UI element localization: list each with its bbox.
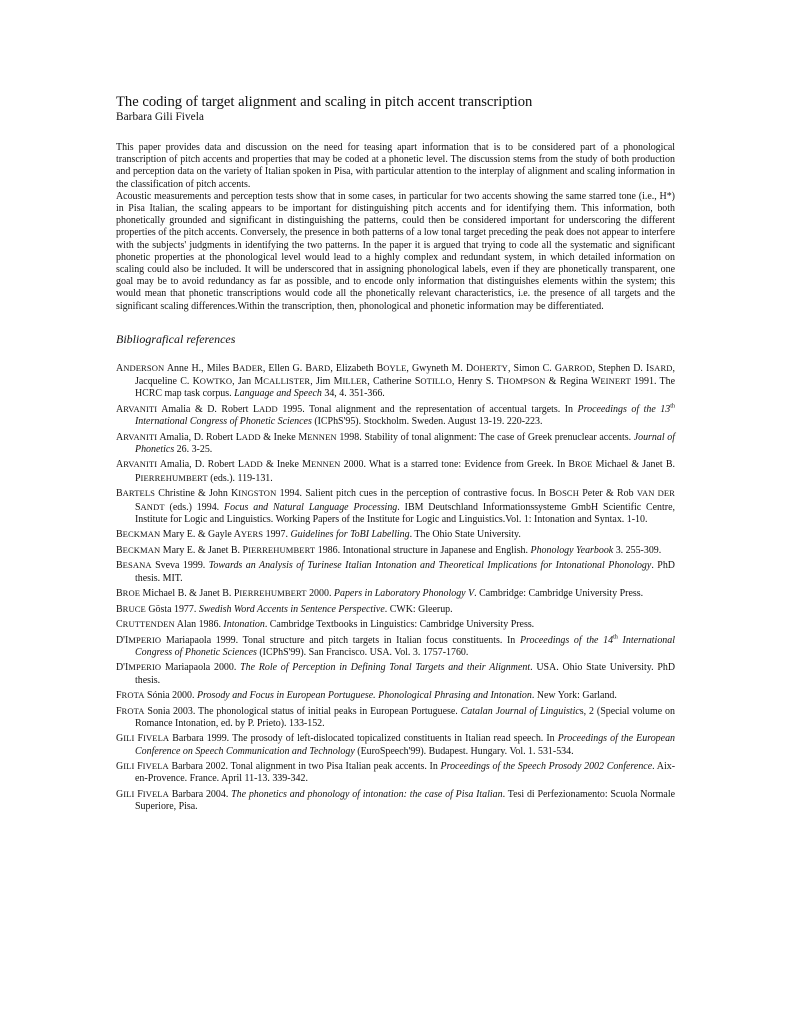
reference-entry — [116, 559, 675, 585]
reference-text-segment: & Ineke M — [260, 431, 308, 443]
reference-text-segment: Peter & Rob — [579, 488, 637, 500]
reference-text-segment: Mariapaola 1999. Tonal structure and pitch targets in Italian focus constituents. In — [161, 634, 520, 646]
reference-text-segment: B — [116, 529, 123, 541]
reference-text-segment: F — [134, 733, 144, 745]
reference-text-segment: 1991. The HCRC map task corpus. — [135, 376, 675, 400]
reference-text-segment: F — [134, 761, 143, 773]
reference-text-segment: Christine & John K — [155, 488, 239, 500]
reference-text-segment: ILLER — [342, 376, 368, 387]
reference-text-segment: Anne H., Miles B — [164, 362, 240, 374]
abstract — [116, 142, 675, 313]
reference-text-segment: G — [116, 733, 124, 745]
reference-text-segment: 1994. Salient pitch cues in the perception of contrastive focus. In B — [276, 488, 556, 500]
reference-text-segment: S — [135, 501, 141, 513]
reference-text-segment: 34, 4. 351-366. — [321, 388, 385, 400]
reference-text-segment: B — [116, 603, 123, 615]
reference-text-segment: . Aix-en-Provence. France. April 11-13. 339-342. — [135, 761, 676, 785]
abstract-paragraph: Acoustic measurements and perception tests show that in some cases, in particular for two accents showing the same starred tone (i.e., H*) in Pisa Italian, the scaling appears to be important for distinguishing pitch accents and for identifying them. This information, both phonetically grounded and significant in distinguishing the patterns, could then be considered important for underscoring the different properties of the pitch accents. Conversely, the presence in both patterns of a low tonal target preceding the peak does not appear to interfere with the subjects' judgments in identifying the two patterns. In the paper it is argued that trying to code all the systematic and significant phonetic properties at the phonological level would lead to a highly complex and redundant system, in which detailed information on scaling could also be included. It will be underscored that in assigning phonological labels, even if they are phonetically transparent, one goal may be to avoid redundancy as far as possible, and to encode only information that distinguishes elements within the system; this would mean that phonetic transcriptions would code all the phonetically relevant characteristics, i.e. the presence of all targets and the significant scaling differences.Within the transcription, then, phonological and phonetic information may be differentiated. — [116, 190, 675, 312]
reference-text-segment: IVELA — [143, 733, 170, 744]
reference-text-segment: C — [116, 619, 123, 631]
reference-text-segment: , Stephen D. I — [592, 362, 650, 374]
reference-text-segment: Sveva 1999. — [151, 560, 209, 572]
reference-text-segment: Guidelines for ToBI Labelling — [290, 529, 410, 541]
reference-text-segment: HOMPSON — [502, 376, 546, 387]
reference-text-segment: ROTA — [121, 705, 145, 716]
reference-text-segment: & Ineke M — [262, 459, 311, 471]
reference-text-segment: . CWK: Gleerup. — [384, 603, 453, 615]
reference-text-segment: 3. 255-309. — [613, 544, 662, 556]
reference-text-segment: . Tesi di Perfezionamento: Scuola Normale Superiore, Pisa. — [135, 788, 675, 813]
reference-entry — [116, 732, 675, 758]
reference-text-segment: , Elizabeth B — [330, 362, 384, 374]
reference-text-segment: . Cambridge: Cambridge University Press. — [474, 588, 644, 600]
reference-text-segment: . The Ohio State University. — [409, 529, 521, 541]
reference-text-segment: ANDT — [140, 501, 165, 512]
reference-text-segment: D'I — [116, 662, 129, 674]
reference-text-segment: RVANITI — [123, 431, 158, 442]
reference-text-segment: IVELA — [142, 761, 169, 772]
reference-text-segment: . USA. Ohio State University. PhD thesis. — [135, 662, 675, 686]
reference-text-segment: F — [116, 690, 122, 702]
reference-text-segment: , Henry S. T — [451, 376, 503, 388]
reference-entry — [116, 705, 675, 731]
reference-text-segment: . PhD thesis. MIT. — [135, 560, 675, 584]
reference-text-segment: ARROD — [562, 362, 593, 373]
reference-text-segment: ADER — [239, 362, 263, 373]
page-content — [116, 94, 675, 816]
reference-text-segment: OTILLO — [420, 376, 452, 387]
reference-text-segment: YERS — [240, 529, 264, 540]
reference-text-segment: 26. 3-25. — [174, 444, 213, 455]
reference-text-segment: A — [116, 403, 124, 415]
reference-text-segment: ENNEN — [307, 431, 337, 442]
reference-text-segment: Swedish Word Accents in Sentence Perspective — [198, 603, 385, 615]
reference-text-segment: ESANA — [122, 560, 152, 571]
reference-text-segment: 2000. What is a starred tone: Evidence from Greek. In B — [340, 459, 576, 471]
reference-entry — [116, 689, 675, 702]
reference-text-segment: Barbara 1999. The prosody of left-dislocated topicalized constituents in Italian read speech. In — [169, 733, 558, 745]
reference-entry — [116, 431, 675, 457]
reference-entry — [116, 528, 675, 541]
reference-text-segment: A — [116, 459, 124, 471]
reference-text-segment: Proceedings of the 14 — [519, 634, 614, 646]
reference-entry — [116, 661, 675, 687]
reference-text-segment: Proceedings of the Speech Prosody 2002 Conference — [440, 761, 653, 773]
reference-text-segment: D'I — [116, 634, 129, 646]
reference-text-segment: (ICPhS'99). San Francisco. USA. Vol. 3. 1757-1760. — [256, 646, 469, 658]
abstract-paragraph: This paper provides data and discussion on the need for teasing apart information that is to be considered part of a phonological transcription of pitch accents and properties that may be coded at a phonetic level. The discussion stems from the study of both production and perception data on the variety of Italian spoken in Pisa, with particular attention to the interplay of alignment and scaling information in the classification of pitch accents. — [116, 142, 675, 190]
reference-text-segment: MPERIO — [128, 662, 162, 673]
reference-text-segment: Barbara 2004. — [168, 788, 232, 800]
reference-text-segment: ILI — [123, 733, 135, 744]
reference-entry — [116, 760, 675, 786]
reference-entry — [116, 587, 675, 600]
reference-text-segment: . IBM Deutschland Informationssysteme GmbH Scientific Centre, Institute for Logic and Linguistics. Working Papers of the Institute for Logic and Linguistics.Vol. 1: Intonation and Syntax. 1-10. — [135, 501, 675, 525]
reference-text-segment: ARTELS — [122, 488, 156, 499]
reference-text-segment: Mariapaola 2000. — [161, 662, 241, 674]
reference-entry — [116, 544, 675, 557]
reference-text-segment: B — [116, 560, 123, 572]
reference-entry — [116, 362, 675, 401]
reference-text-segment: NDERSON — [123, 362, 165, 373]
reference-text-segment: ADD — [259, 403, 278, 414]
reference-text-segment: OYLE — [383, 362, 407, 373]
reference-text-segment: F — [134, 788, 143, 800]
reference-text-segment: RUCE — [122, 603, 146, 614]
reference-text-segment: ILI — [123, 788, 135, 799]
reference-text-segment: (eds.) 1994. — [164, 501, 225, 513]
reference-text-segment: (eds.). 119-131. — [207, 472, 273, 484]
reference-text-segment: ARD — [311, 362, 331, 373]
reference-text-segment: , Catherine S — [367, 376, 421, 388]
reference-text-segment: RVANITI — [123, 403, 158, 414]
reference-text-segment: 1995. Tonal alignment and the representation of accentual targets. In — [277, 403, 578, 415]
reference-text-segment: A — [116, 431, 124, 443]
reference-text-segment: MPERIO — [128, 634, 162, 645]
reference-text-segment: Sonia 2003. The phonological status of initial peaks in European Portuguese. — [144, 705, 461, 717]
reference-text-segment: Proceedings of the 13 — [577, 403, 671, 415]
reference-text-segment: IERREHUMBERT — [140, 472, 208, 483]
reference-text-segment: ROE — [575, 459, 593, 470]
reference-text-segment: VAN DER — [636, 488, 675, 499]
reference-entry — [116, 458, 675, 485]
reference-text-segment: ROTA — [121, 690, 145, 701]
reference-text-segment: IERREHUMBERT — [239, 588, 307, 599]
reference-text-segment: Proceedings of the European Conference on Speech Communication and Technology — [135, 733, 676, 757]
references-list — [116, 362, 675, 814]
reference-text-segment: ECKMAN — [122, 544, 161, 555]
reference-text-segment: Prosody and Focus in European Portuguese. Phonological Phrasing and Intonation — [196, 690, 532, 702]
reference-text-segment: INGSTON — [238, 488, 277, 499]
reference-text-segment: . New York: Garland. — [531, 690, 617, 702]
reference-text-segment: B — [116, 544, 123, 556]
reference-text-segment: Towards an Analysis of Turinese Italian Intonation and Theoretical Implications for Intonational Phonology — [208, 560, 652, 572]
reference-text-segment: OHERTY — [473, 362, 508, 373]
reference-text-segment: Amalia, D. Robert L — [157, 431, 242, 443]
reference-entry — [116, 788, 675, 814]
reference-entry — [116, 403, 675, 429]
reference-text-segment: , Gwyneth M. D — [406, 362, 474, 374]
reference-text-segment: 1986. Intonational structure in Japanese and English. — [315, 544, 531, 556]
reference-text-segment: th — [613, 634, 618, 641]
reference-entry — [116, 634, 675, 660]
reference-text-segment: 1997. — [263, 529, 291, 541]
reference-text-segment: International Congress of Phonetic Sciences — [135, 416, 312, 428]
reference-text-segment: Intonation — [223, 619, 265, 631]
reference-text-segment: Catalan Journal of Linguistic — [460, 705, 580, 717]
reference-text-segment: ADD — [243, 459, 263, 470]
reference-text-segment: Barbara 2002. Tonal alignment in two Pisa Italian peak accents. In — [168, 761, 441, 773]
reference-text-segment: ENNEN — [310, 459, 341, 470]
author-name: Barbara Gili Fivela — [116, 111, 204, 123]
reference-text-segment: CALLISTER — [263, 376, 311, 387]
reference-text-segment: Journal of Phonetics — [135, 431, 675, 455]
reference-text-segment: Focus and Natural Language Processing — [224, 501, 398, 513]
reference-text-segment: RVANITI — [123, 459, 158, 470]
reference-text-segment: 2000. — [306, 588, 334, 600]
reference-text-segment: SARD — [649, 362, 673, 373]
reference-text-segment: 1998. Stability of tonal alignment: The case of Greek prenuclear accents. — [336, 431, 634, 443]
reference-text-segment: IERREHUMBERT — [248, 544, 316, 555]
reference-text-segment: Michael B. & Janet B. P — [140, 588, 240, 600]
reference-text-segment: Amalia & D. Robert L — [157, 403, 260, 415]
reference-text-segment: th — [670, 403, 675, 410]
reference-entry — [116, 603, 675, 616]
reference-text-segment: ILI — [123, 761, 135, 772]
reference-text-segment: B — [116, 488, 123, 500]
reference-text-segment: Gösta 1977. — [145, 603, 199, 615]
reference-text-segment: ECKMAN — [122, 529, 161, 540]
reference-text-segment: OWTKO — [199, 376, 233, 387]
reference-text-segment: & Regina W — [545, 376, 601, 388]
reference-text-segment: Mary E. & Janet B. P — [160, 544, 249, 556]
reference-entry — [116, 618, 675, 631]
reference-text-segment: RUTTENDEN — [122, 619, 175, 630]
reference-text-segment: OSCH — [555, 488, 579, 499]
reference-text-segment: ROE — [122, 588, 141, 599]
reference-text-segment: (ICPhS'95). Stockholm. Sweden. August 13-19. 220-223. — [311, 416, 543, 428]
reference-text-segment: , Simon C. G — [507, 362, 563, 374]
reference-entry — [116, 487, 675, 526]
reference-text-segment: Phonology Yearbook — [530, 544, 614, 556]
reference-text-segment: International Congress of Phonetic Sciences — [135, 634, 675, 658]
reference-text-segment: IVELA — [142, 788, 169, 799]
reference-text-segment: (EuroSpeech'99). Budapest. Hungary. Vol. 1. 531-534. — [354, 745, 574, 757]
reference-text-segment: Mary E. & Gayle A — [160, 529, 241, 541]
reference-text-segment: , Jan M — [232, 376, 264, 388]
reference-text-segment: F — [116, 705, 122, 717]
reference-text-segment: Amalia, D. Robert L — [157, 459, 244, 471]
reference-text-segment: , Ellen G. B — [262, 362, 312, 374]
reference-text-segment: G — [116, 788, 124, 800]
reference-text-segment: G — [116, 761, 124, 773]
reference-text-segment: Michael & Janet B. P — [135, 459, 675, 484]
reference-text-segment: s, 2 (Special volume on Romance Intonation, ed. by P. Prieto). 133-152. — [135, 705, 675, 729]
reference-text-segment: Sónia 2000. — [144, 690, 197, 702]
reference-text-segment: The phonetics and phonology of intonation: the case of Pisa Italian — [231, 788, 503, 800]
reference-text-segment: ADD — [241, 431, 261, 442]
reference-text-segment: A — [116, 362, 124, 374]
references-heading: Bibliografical references — [116, 331, 236, 346]
reference-text-segment: , Jim M — [310, 376, 343, 388]
reference-text-segment: Papers in Laboratory Phonology V — [333, 588, 475, 600]
reference-text-segment: The Role of Perception in Defining Tonal Targets and their Alignment — [240, 662, 531, 674]
reference-text-segment: Language and Speech — [234, 388, 322, 400]
reference-text-segment: Alan 1986. — [174, 619, 224, 631]
paper-title: The coding of target alignment and scaling in pitch accent transcription — [116, 94, 533, 110]
reference-text-segment: , Jacqueline C. K — [135, 362, 675, 388]
reference-text-segment: B — [116, 588, 123, 600]
reference-text-segment: . Cambridge Textbooks in Linguistics: Cambridge University Press. — [264, 619, 535, 631]
reference-text-segment: EINERT — [600, 376, 631, 387]
